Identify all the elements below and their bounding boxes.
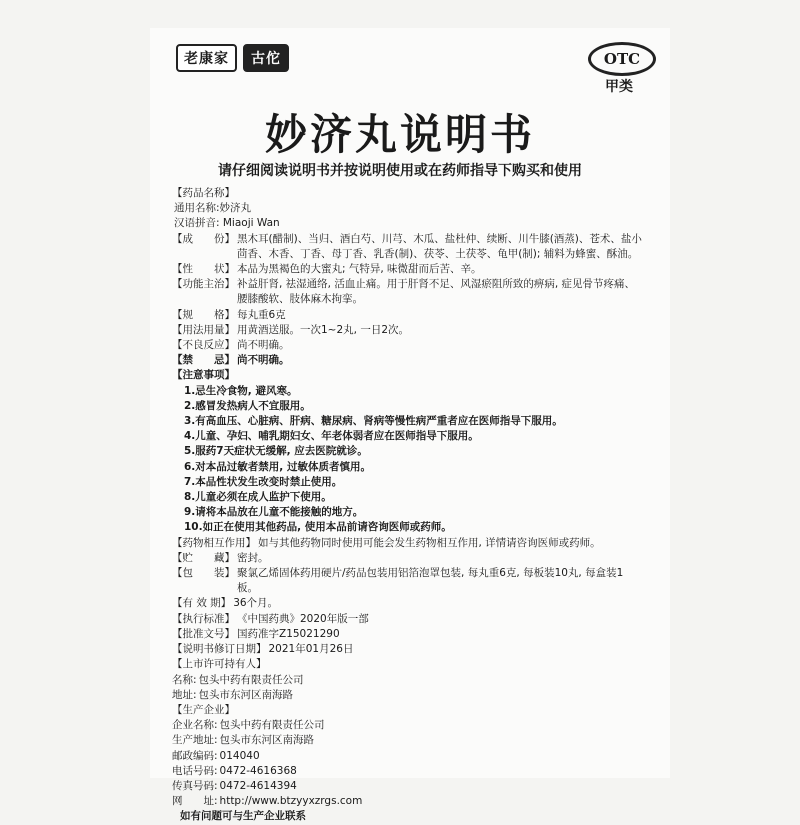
- maker-name: 企业名称: 包头中药有限责任公司: [172, 719, 325, 732]
- field-ingredients: 【成 份】 黑木耳(醋制)、当归、酒白芍、川芎、木瓜、盐杜仲、续断、川牛膝(酒蒸)、苍术、盐小茴香、木香、丁香、母丁香、乳香(制)、茯苓、土茯苓、龟甲(制); 辅料为蜂蜜、酥油。: [172, 232, 642, 260]
- field-contraindications: 【禁 忌】 尚不明确。: [172, 354, 290, 367]
- precaution-item: 9.请将本品放在儿童不能接触的地方。: [184, 506, 364, 519]
- holder-name: 名称: 包头中药有限责任公司: [172, 673, 304, 686]
- brand-logo-laokangjia: 老康家: [176, 44, 237, 72]
- maker-postcode: 邮政编码: 014040: [172, 749, 260, 762]
- brand-logo-gutuo: 古佗: [243, 44, 289, 72]
- field-appearance: 【性 状】 本品为黑褐色的大蜜丸; 气特异, 味微甜而后苦、辛。: [172, 263, 482, 276]
- precaution-item: 1.忌生冷食物, 避风寒。: [184, 384, 298, 397]
- field-approval-number: 【批准文号】 国药准字Z15021290: [172, 627, 340, 640]
- precaution-item: 2.感冒发热病人不宜服用。: [184, 399, 311, 412]
- drug-name-header: 【药品名称】: [172, 187, 235, 199]
- field-dosage: 【用法用量】 用黄酒送服。一次1~2丸, 一日2次。: [172, 323, 410, 336]
- otc-category: 甲类: [605, 79, 633, 95]
- field-adverse-reactions: 【不良反应】 尚不明确。: [172, 339, 290, 352]
- precautions-header: 【注意事项】: [172, 369, 235, 382]
- precaution-item: 3.有高血压、心脏病、肝病、糖尿病、肾病等慢性病严重者应在医师指导下服用。: [184, 415, 563, 428]
- precaution-item: 10.如正在使用其他药品, 使用本品前请咨询医师或药师。: [184, 521, 452, 534]
- field-packaging: 【包 装】 聚氯乙烯固体药用硬片/药品包装用铝箔泡罩包装, 每丸重6克, 每板装10丸, 每盒装1板。: [172, 567, 624, 595]
- precaution-item: 6.对本品过敏者禁用, 过敏体质者慎用。: [184, 460, 371, 473]
- field-shelf-life: 【有 效 期】 36个月。: [172, 597, 279, 610]
- field-standard: 【执行标准】 《中国药典》2020年版一部: [172, 612, 369, 625]
- leaflet-body: [172, 186, 642, 825]
- brand-logos: [176, 44, 289, 72]
- field-indications: 【功能主治】 补益肝肾, 祛湿通络, 活血止痛。用于肝肾不足、风湿瘀阻所致的痹病, 症见骨节疼痛、腰膝酸软、肢体麻木拘挛。: [172, 278, 636, 306]
- precaution-item: 5.服药7天症状无缓解, 应去医院就诊。: [184, 445, 368, 458]
- document-title: 妙济丸说明书: [264, 110, 535, 159]
- footer-contact-note: 如有问题可与生产企业联系: [180, 810, 306, 823]
- document-subtitle: 请仔细阅读说明书并按说明使用或在药师指导下购买和使用: [218, 163, 582, 179]
- field-drug-interactions: 【药物相互作用】 如与其他药物同时使用可能会发生药物相互作用, 详情请咨询医师或药师。: [172, 536, 601, 549]
- maker-address: 生产地址: 包头市东河区南海路: [172, 734, 315, 747]
- holder-address: 地址: 包头市东河区南海路: [172, 688, 294, 701]
- maker-website: 网 址: http://www.btzyyxzrgs.com: [172, 795, 363, 808]
- maker-header: 【生产企业】: [172, 703, 235, 716]
- maker-phone: 电话号码: 0472-4616368: [172, 764, 297, 777]
- field-storage: 【贮 藏】 密封。: [172, 551, 269, 564]
- generic-name: 通用名称:妙济丸: [174, 202, 252, 215]
- precaution-item: 8.儿童必须在成人监护下使用。: [184, 491, 332, 504]
- holder-header: 【上市许可持有人】: [172, 658, 267, 671]
- precaution-item: 4.儿童、孕妇、哺乳期妇女、年老体弱者应在医师指导下服用。: [184, 430, 479, 443]
- field-revision-date: 【说明书修订日期】 2021年01月26日: [172, 643, 354, 656]
- field-specification: 【规 格】 每丸重6克: [172, 308, 286, 321]
- maker-fax: 传真号码: 0472-4614394: [172, 779, 297, 792]
- pinyin-name: 汉语拼音: Miaoji Wan: [174, 217, 280, 230]
- precaution-item: 7.本品性状发生改变时禁止使用。: [184, 475, 343, 488]
- otc-badge: OTC: [588, 42, 656, 76]
